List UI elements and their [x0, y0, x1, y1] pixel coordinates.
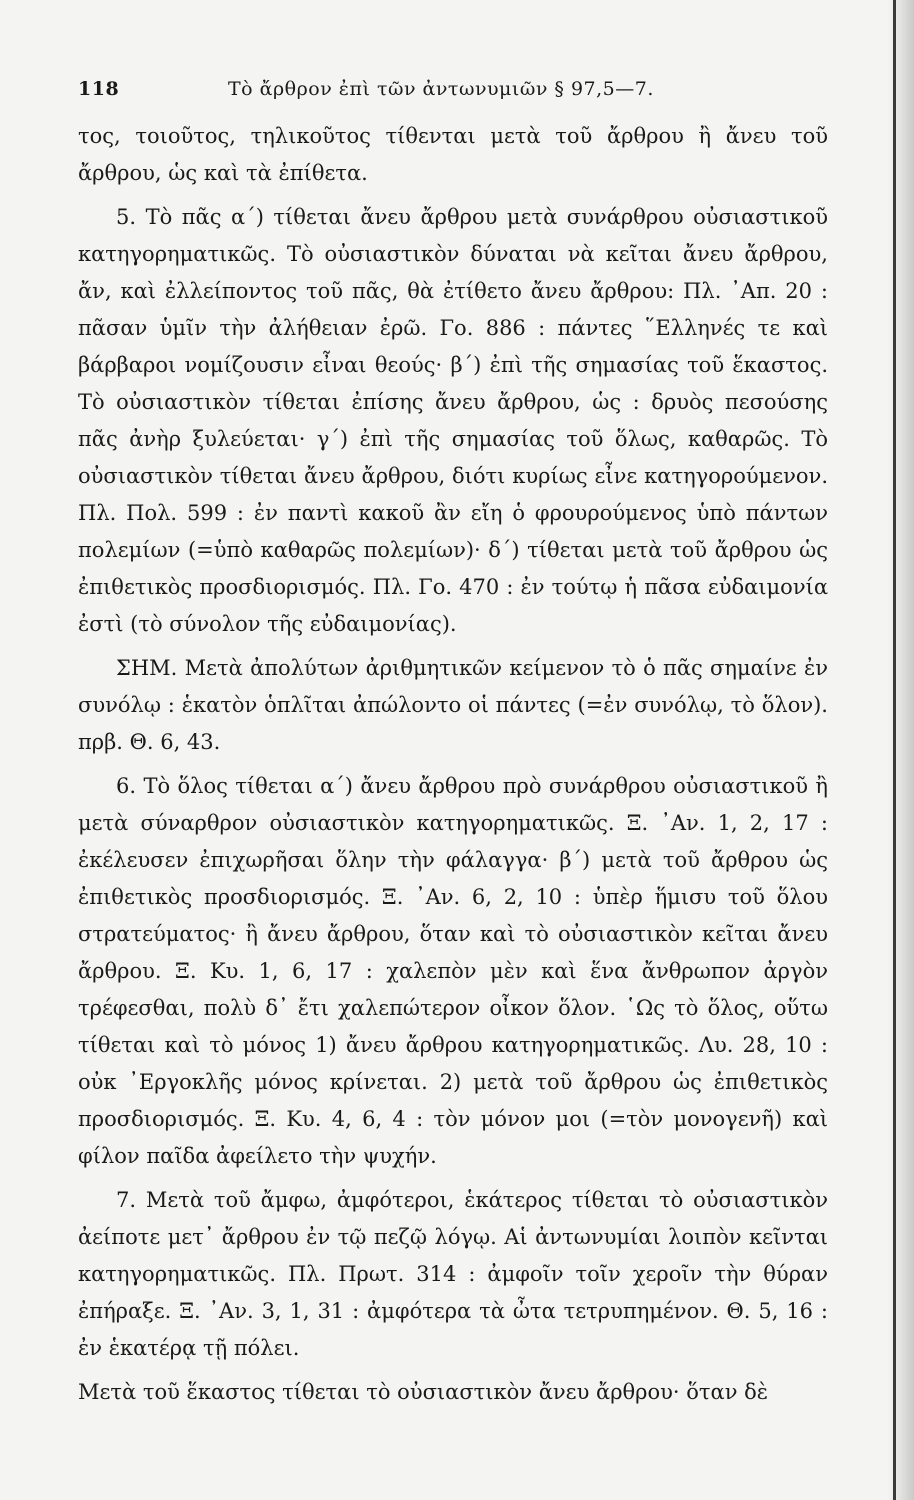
paragraph-hekastos: Μετὰ τοῦ ἕκαστος τίθεται τὸ οὐσιαστικὸν ἄνευ ἄρθρου· ὅταν δὲ [78, 1380, 769, 1404]
page-content [78, 78, 828, 1411]
body-text [78, 118, 828, 1411]
paragraph-section-7: 7. Μετὰ τοῦ ἄμφω, ἀμφότεροι, ἑκάτερος τίθεται τὸ οὐσιαστικὸν ἀείποτε μετ᾽ ἄρθρου ἐν τῷ πεζῷ λόγῳ. Αἱ ἀντωνυμίαι λοιπὸν κεῖνται κατηγορηματικῶς. Πλ. Πρωτ. 314 : ἀμφοῖν τοῖν χεροῖν τὴν θύραν ἐπήραξε. Ξ. ᾽Αν. 3, 1, 31 : ἀμφότερα τὰ ὦτα τετρυπημένον. Θ. 5, 16 : ἐν ἑκατέρᾳ τῇ πόλει. [78, 1188, 828, 1360]
page-number: 118 [78, 78, 120, 100]
binding-edge-line [893, 0, 896, 1500]
paragraph-section-5: 5. Τὸ πᾶς α΄) τίθεται ἄνευ ἄρθρου μετὰ συνάρθρου οὐσιαστικοῦ κατηγορηματικῶς. Τὸ οὐσιαστικὸν δύναται νὰ κεῖται ἄνευ ἄρθρου, ἄν, καὶ ἐλλείποντος τοῦ πᾶς, θὰ ἐτίθετο ἄνευ ἄρθρου: Πλ. ᾽Απ. 20 : πᾶσαν ὑμῖν τὴν ἀλήθειαν ἐρῶ. Γο. 886 : πάντες ῞Ελληνές τε καὶ βάρβαροι νομίζουσιν εἶναι θεούς· β΄) ἐπὶ τῆς σημασίας τοῦ ἕκαστος. Τὸ οὐσιαστικὸν τίθεται ἐπίσης ἄνευ ἄρθρου, ὡς : δρυὸς πεσούσης πᾶς ἀνὴρ ξυλεύεται· γ΄) ἐπὶ τῆς σημασίας τοῦ ὅλως, καθαρῶς. Τὸ οὐσιαστικὸν τίθεται ἄνευ ἄρθρου, διότι κυρίως εἶνε κατηγορούμενον. Πλ. Πολ. 599 : ἐν παντὶ κακοῦ ἂν εἴη ὁ φρουρούμενος ὑπὸ πάντων πολεμίων (=ὑπὸ καθαρῶς πολεμίων)· δ΄) τίθεται μετὰ τοῦ ἄρθρου ὡς ἐπιθετικὸς προσδιορισμός. Πλ. Γο. 470 : ἐν τούτῳ ἡ πᾶσα εὐδαιμονία ἐστὶ (τὸ σύνολον τῆς εὐδαιμονίας). [78, 205, 828, 636]
paragraph-continuation: τος, τοιοῦτος, τηλικοῦτος τίθενται μετὰ τοῦ ἄρθρου ἢ ἄνευ τοῦ ἄρθρου, ὡς καὶ τὰ ἐπίθετα. [78, 124, 828, 185]
header-title: Τὸ ἄρθρον ἐπὶ τῶν ἀντωνυμιῶν § 97,5—7. [228, 78, 654, 100]
page-edge-shadow [888, 0, 914, 1500]
paragraph-note: ΣΗΜ. Μετὰ ἀπολύτων ἀριθμητικῶν κείμενον τὸ ὁ πᾶς σημαίνε ἐν συνόλῳ : ἑκατὸν ὁπλῖται ἀπώλοντο οἱ πάντες (=ἐν συνόλῳ, τὸ ὅλον). πρβ. Θ. 6, 43. [78, 656, 828, 754]
running-header [78, 78, 828, 118]
paragraph-section-6: 6. Τὸ ὅλος τίθεται α΄) ἄνευ ἄρθρου πρὸ συνάρθρου οὐσιαστικοῦ ἢ μετὰ σύναρθρον οὐσιαστικὸν κατηγορηματικῶς. Ξ. ᾽Αν. 1, 2, 17 : ἐκέλευσεν ἐπιχωρῆσαι ὅλην τὴν φάλαγγα· β΄) μετὰ τοῦ ἄρθρου ὡς ἐπιθετικὸς προσδιορισμός. Ξ. ᾽Αν. 6, 2, 10 : ὑπὲρ ἥμισυ τοῦ ὅλου στρατεύματος· ἢ ἄνευ ἄρθρου, ὅταν καὶ τὸ οὐσιαστικὸν κεῖται ἄνευ ἄρθρου. Ξ. Κυ. 1, 6, 17 : χαλεπὸν μὲν καὶ ἕνα ἄνθρωπον ἀργὸν τρέφεσθαι, πολὺ δ᾽ ἔτι χαλεπώτερον οἶκον ὅλον. ῾Ως τὸ ὅλος, οὕτω τίθεται καὶ τὸ μόνος 1) ἄνευ ἄρθρου κατηγορηματικῶς. Λυ. 28, 10 : οὐκ ᾽Εργοκλῆς μόνος κρίνεται. 2) μετὰ τοῦ ἄρθρου ὡς ἐπιθετικὸς προσδιορισμός. Ξ. Κυ. 4, 6, 4 : τὸν μόνον μοι (=τὸν μονογενῆ) καὶ φίλον παῖδα ἀφείλετο τὴν ψυχήν. [78, 774, 828, 1168]
